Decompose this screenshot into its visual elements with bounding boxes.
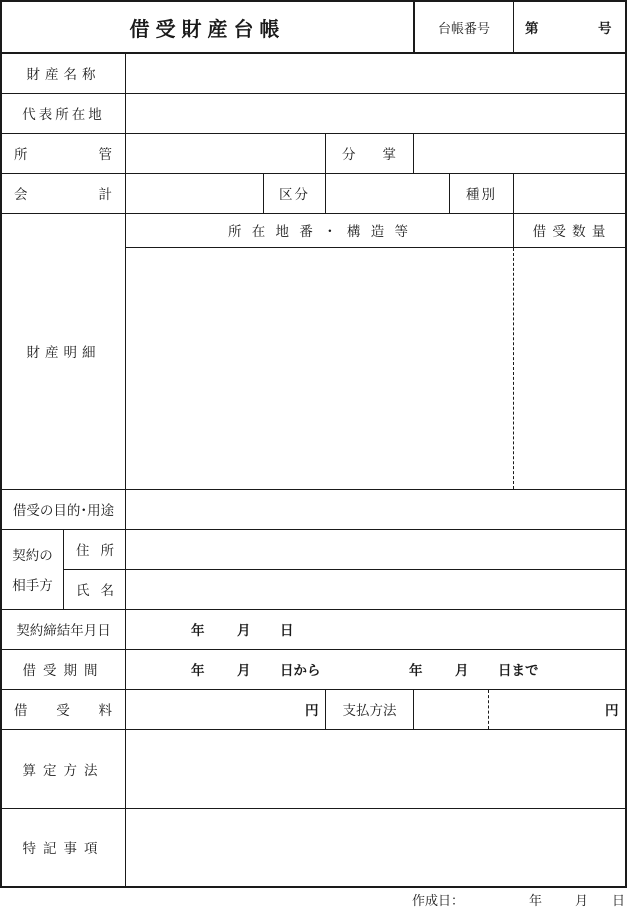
party-label bbox=[2, 529, 63, 609]
page-title: 借受財産台帳 bbox=[129, 16, 286, 41]
division-label bbox=[342, 133, 396, 173]
fee-char-2: 受 bbox=[56, 703, 70, 719]
contract-date-day: 日 bbox=[280, 623, 294, 639]
party-label-line1: 契約の bbox=[12, 548, 53, 564]
type-field[interactable] bbox=[515, 175, 624, 211]
accounting-field[interactable] bbox=[127, 175, 262, 211]
division-field[interactable] bbox=[415, 135, 624, 171]
period-end-year: 年 bbox=[409, 663, 423, 679]
division-char-1: 分 bbox=[342, 147, 356, 163]
party-address-char-1: 住 bbox=[76, 543, 90, 559]
created-date-day: 日 bbox=[612, 893, 626, 909]
property-name-label: 財産名称 bbox=[26, 67, 101, 83]
property-name-field[interactable] bbox=[127, 55, 624, 91]
rule-v bbox=[325, 173, 326, 214]
party-address-label bbox=[76, 529, 114, 569]
contract-date-month: 月 bbox=[237, 623, 251, 639]
rule-dashed bbox=[488, 690, 489, 729]
fee-char-1: 借 bbox=[14, 703, 28, 719]
rule bbox=[63, 569, 627, 570]
period-end-month: 月 bbox=[455, 663, 469, 679]
accounting-char-2: 計 bbox=[98, 187, 112, 203]
details-location-field[interactable] bbox=[127, 250, 511, 487]
type-label: 種別 bbox=[466, 187, 497, 203]
rule-v bbox=[413, 689, 414, 730]
created-date-label: 作成日： bbox=[412, 893, 465, 909]
calc-method-field[interactable] bbox=[127, 731, 624, 806]
party-address-char-2: 所 bbox=[100, 543, 114, 559]
ledger-number-label: 台帳番号 bbox=[437, 21, 490, 37]
label-column-divider bbox=[125, 53, 126, 530]
details-quantity-header: 借 受 数 量 bbox=[532, 224, 607, 240]
jurisdiction-label bbox=[14, 133, 112, 173]
fee-char-3: 料 bbox=[98, 703, 112, 719]
party-address-field[interactable] bbox=[127, 531, 624, 567]
purpose-field[interactable] bbox=[127, 491, 624, 527]
division-char-2: 掌 bbox=[382, 147, 396, 163]
party-name-label bbox=[76, 569, 114, 609]
created-date-month: 月 bbox=[575, 893, 589, 909]
rule-v bbox=[513, 173, 514, 214]
party-divider bbox=[63, 529, 64, 610]
period-start-year: 年 bbox=[191, 663, 205, 679]
calc-method-label: 算定方法 bbox=[22, 762, 105, 779]
address-label: 代表所在地 bbox=[22, 107, 105, 123]
payment-amount-field[interactable] bbox=[490, 691, 602, 727]
period-start-day: 日から bbox=[280, 663, 321, 679]
header-ledger-mid bbox=[513, 0, 514, 53]
payment-label: 支払方法 bbox=[342, 703, 397, 719]
accounting-char-1: 会 bbox=[14, 187, 28, 203]
notes-field[interactable] bbox=[127, 810, 624, 884]
party-name-char-2: 名 bbox=[100, 583, 114, 599]
fee-label bbox=[14, 689, 112, 729]
rule-v bbox=[413, 133, 414, 174]
border-bottom bbox=[0, 886, 627, 888]
period-end-day: 日まで bbox=[498, 663, 539, 679]
label-column-divider bbox=[125, 609, 126, 887]
payment-field[interactable] bbox=[415, 691, 487, 727]
details-label: 財産明細 bbox=[26, 345, 101, 361]
address-field[interactable] bbox=[127, 95, 624, 131]
party-name-field[interactable] bbox=[127, 571, 624, 607]
created-date-year: 年 bbox=[529, 893, 543, 909]
ledger-number-prefix: 第 bbox=[525, 21, 539, 37]
contract-date-year: 年 bbox=[191, 623, 205, 639]
category-field[interactable] bbox=[327, 175, 448, 211]
purpose-label: 借受の目的･用途 bbox=[12, 503, 115, 519]
payment-currency: 円 bbox=[605, 703, 619, 719]
rule bbox=[126, 247, 626, 248]
details-quantity-field[interactable] bbox=[516, 250, 624, 487]
jurisdiction-field[interactable] bbox=[127, 135, 324, 171]
party-name-char-1: 氏 bbox=[76, 583, 90, 599]
ledger-number-value[interactable] bbox=[545, 10, 595, 44]
jurisdiction-char-1: 所 bbox=[14, 147, 28, 163]
notes-label: 特記事項 bbox=[22, 841, 105, 857]
accounting-label bbox=[14, 173, 112, 213]
party-divider-right bbox=[125, 529, 126, 610]
fee-currency: 円 bbox=[305, 703, 319, 719]
jurisdiction-char-2: 管 bbox=[98, 147, 112, 163]
party-label-line2: 相手方 bbox=[12, 578, 53, 594]
fee-field[interactable] bbox=[127, 691, 302, 727]
rule-v bbox=[325, 133, 326, 174]
period-start-month: 月 bbox=[237, 663, 251, 679]
rule-dashed bbox=[513, 248, 514, 489]
details-location-header: 所 在 地 番 ・ 構 造 等 bbox=[227, 224, 412, 240]
contract-date-label: 契約締結年月日 bbox=[16, 623, 111, 639]
category-label: 区分 bbox=[279, 187, 310, 203]
ledger-number-suffix: 号 bbox=[598, 21, 612, 37]
period-label: 借受期間 bbox=[22, 663, 105, 679]
